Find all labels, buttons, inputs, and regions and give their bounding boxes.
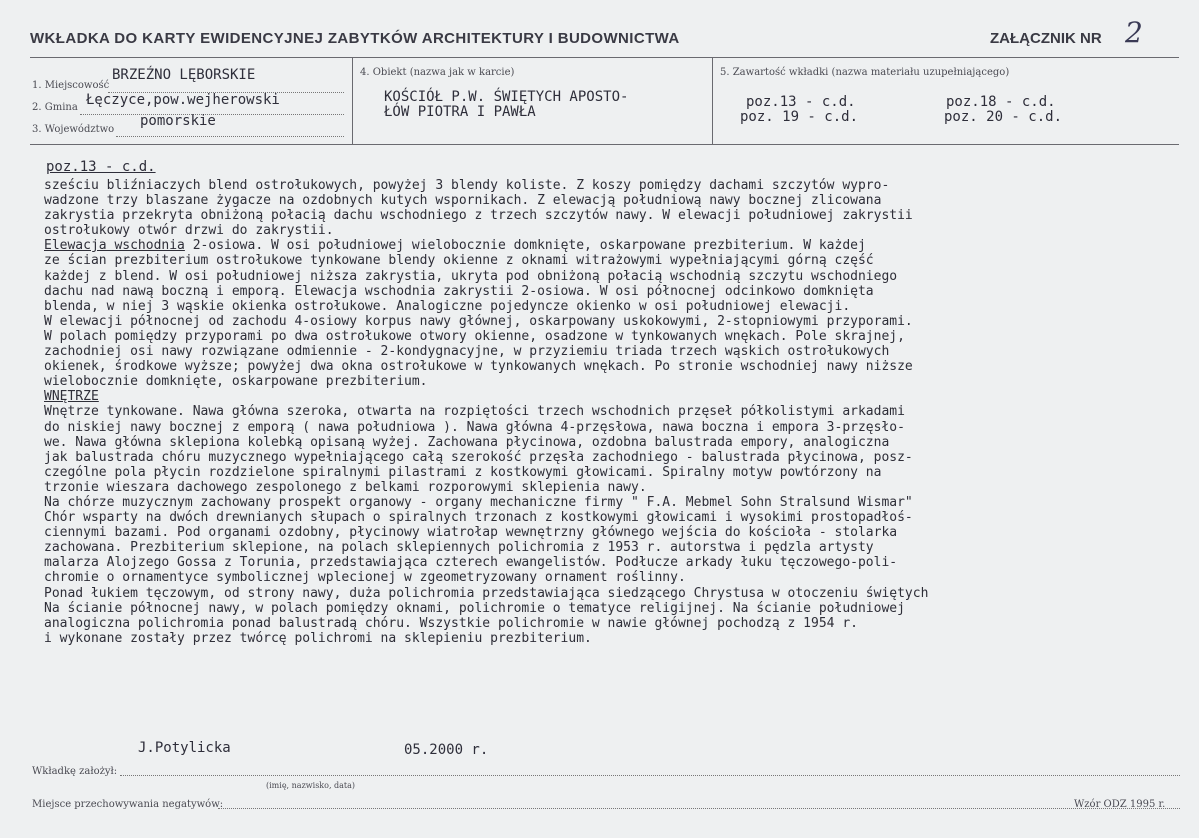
negatywy-label: Miejsce przechowywania negatywów: [32,799,224,810]
miejscowosc-value: BRZEŹNO LĘBORSKIE [112,67,256,83]
negatywy-line [218,808,1180,809]
body-line: czególne pola płycin rozdzielone spiralnymi pilastrami z kostkowymi głowicami. Spiralny motyw powtórzony na [44,464,882,480]
obiekt-line-1: KOŚCIÓŁ P.W. ŚWIĘTYCH APOSTO- [384,89,629,105]
body-line: W polach pomiędzy przyporami po dwa ostrołukowe otwory okienne, osadzone w tynkowanych wnękach. Pole skrajnej, [44,328,905,344]
attachment-label: ZAŁĄCZNIK NR [990,30,1102,47]
gmina-label: 2. Gmina [32,102,78,113]
zawartosc-r1c2: poz.18 - c.d. [946,94,1056,110]
miejscowosc-label: 1. Miejscowość [32,80,110,91]
body-line: Wnętrze tynkowane. Nawa główna szeroka, otwarta na rozpiętości trzech wschodnich przęseł półkolistymi arkadami [44,404,905,420]
wojewodztwo-label: 3. Województwo [32,124,115,135]
body-line: ostrołukowy otwór drzwi do zakrystii. [44,223,334,239]
body-line: do niskiej nawy bocznej z emporą ( nawa południowa ). Nawa główna 4-przęsłowa, nawa boczna i empora 3-przęsło- [44,419,905,435]
entry-date: 05.2000 r. [404,742,489,758]
body-line: malarza Alojzego Gossa z Torunia, przedstawiająca czterech ewangelistów. Podłucze arkady łuku tęczowego-poli- [44,555,898,571]
obiekt-label: 4. Obiekt (nazwa jak w karcie) [360,67,515,78]
body-line: Na chórze muzycznym zachowany prospekt organowy - organy mechaniczne firmy " F.A. Mebmel Sohn Stralsund Wismar" [44,494,913,510]
body-line: zachowana. Prezbiterium sklepione, na polach sklepiennych polichromia z 1953 r. autorstwa i pędzla artysty [44,540,874,556]
zawartosc-r2c2: poz. 20 - c.d. [944,109,1063,125]
body-line: ze ścian prezbiterium ostrołukowe tynkowane blendy okienne z oknami witrażowymi wypełniającymi górną część [44,253,874,269]
header-rule [30,57,1179,58]
body-line: Ponad łukiem tęczowym, od strony nawy, duża polichromia przedstawiająca siedzącego Chrystusa w otoczeniu świętych [44,585,929,601]
body-line: wadzone trzy blaszane żygacze na ozdobnych kutych wspornikach. Z elewacją południową nawy bocznej zlicowana [44,193,882,209]
body-line [44,238,1182,253]
body-heading: poz.13 - c.d. [46,159,156,175]
header-bottom-rule [30,144,1179,145]
body-line: blenda, w niej 3 wąskie okienka ostrołukowe. Analogiczne pojedyncze okienko w osi południowej elewacji. [44,298,851,314]
body-line: jak balustrada chóru muzycznego wypełniającego całą szerokość przęsła zachodniego - balustrada płycinowa, posz- [44,449,913,465]
body-line: okienek, środkowe wyższe; powyżej dwa okna ostrołukowe w tynkowanych wnękach. Po stronie wschodniej nawy niższe [44,359,913,375]
body-line: sześciu bliźniaczych blend ostrołukowych, powyżej 3 blendy koliste. Z koszy pomiędzy dachami szczytów wypro- [44,178,890,193]
gmina-value: Łęczyce,pow.wejherowski [86,92,280,108]
wojewodztwo-value: pomorskie [140,113,216,129]
zawartosc-r2c1: poz. 19 - c.d. [740,109,859,125]
wkladke-label: Wkładkę założył: [32,766,118,777]
body-line: i wykonane zostały przez twórcę polichromi na sklepieniu prezbiterium. [44,630,592,646]
body-line: ciennymi bazami. Pod organami ozdobny, płycinowy wiatrołap wewnętrzny głównego wejścia do kościoła - stolarka [44,525,898,541]
body-line: trzonie wieszara dachowego zespolonego z belkami rozporowymi sklepienia nawy. [44,479,647,495]
wojewodztwo-dots [116,136,344,137]
section-text-elewacja: 2-osiowa. W osi południowej wielobocznie domknięte, oskarpowane prezbiterium. W każdej [184,238,866,254]
body-text [44,178,1182,646]
obiekt-line-2: ŁÓW PIOTRA I PAWŁA [384,104,536,120]
body-line: zakrystia przekryta obniżoną połacią dachu wschodniego z trzech szczytów nawy. W elewacji południowej zakrystii [44,208,913,224]
signature-line [120,775,1180,776]
form-version: Wzór ODZ 1995 r. [1074,799,1166,810]
body-line: analogiczna polichromia ponad balustradą chóru. Wszystkie polichromie w nawie głównej pochodzą z 1954 r. [44,615,858,631]
body-line: we. Nawa główna sklepiona kolebką opisaną wyżej. Zachowana płycinowa, ozdobna balustrada empory, analogiczna [44,434,890,450]
box-divider-1 [352,57,353,144]
imie-label: (imię, nazwisko, data) [266,781,356,790]
body-line: każdej z blend. W osi południowej niższa zakrystia, ukryta pod obniżoną połacią wschodnią szczytu wschodniego [44,268,898,284]
body-line: zachodniej osi nawy rozwiązane odmiennie - 2-kondygnacyjne, w przyziemiu triada trzech wąskich ostrołukowych [44,344,890,360]
body-line: dachu nad nawą boczną i emporą. Elewacja wschodnia zakrystii 2-osiowa. W osi północnej odcinkowo domknięta [44,283,874,299]
body-line: wielobocznie domknięte, oskarpowane prezbiterium. [44,374,428,390]
section-label-wnetrze: WNĘTRZE [44,389,99,405]
zawartosc-r1c1: poz.13 - c.d. [746,94,856,110]
section-label-elewacja: Elewacja wschodnia [44,238,185,254]
body-line: Na ścianie północnej nawy, w polach pomiędzy oknami, polichromie o tematyce religijnej. Na ścianie południowej [44,600,905,616]
form-title: WKŁADKA DO KARTY EWIDENCYJNEJ ZABYTKÓW ARCHITEKTURY I BUDOWNICTWA [30,30,680,47]
body-line: Chór wsparty na dwóch drewnianych słupach o spiralnych trzonach z kostkowymi głowicami i wysokimi prostopadłoś- [44,510,913,526]
attachment-number: 2 [1125,16,1143,49]
zawartosc-label: 5. Zawartość wkładki (nazwa materiału uzupełniającego) [720,67,1010,78]
author-name: J.Potylicka [138,740,231,756]
box-divider-2 [712,57,713,144]
body-line: chromie o ornamentyce symbolicznej wplecionej w zgeometryzowany ornament roślinny. [44,570,686,586]
body-line: W elewacji północnej od zachodu 4-osiowy korpus nawy głównej, oskarpowany uskokowymi, 2-stopniowymi przyporami. [44,313,913,329]
